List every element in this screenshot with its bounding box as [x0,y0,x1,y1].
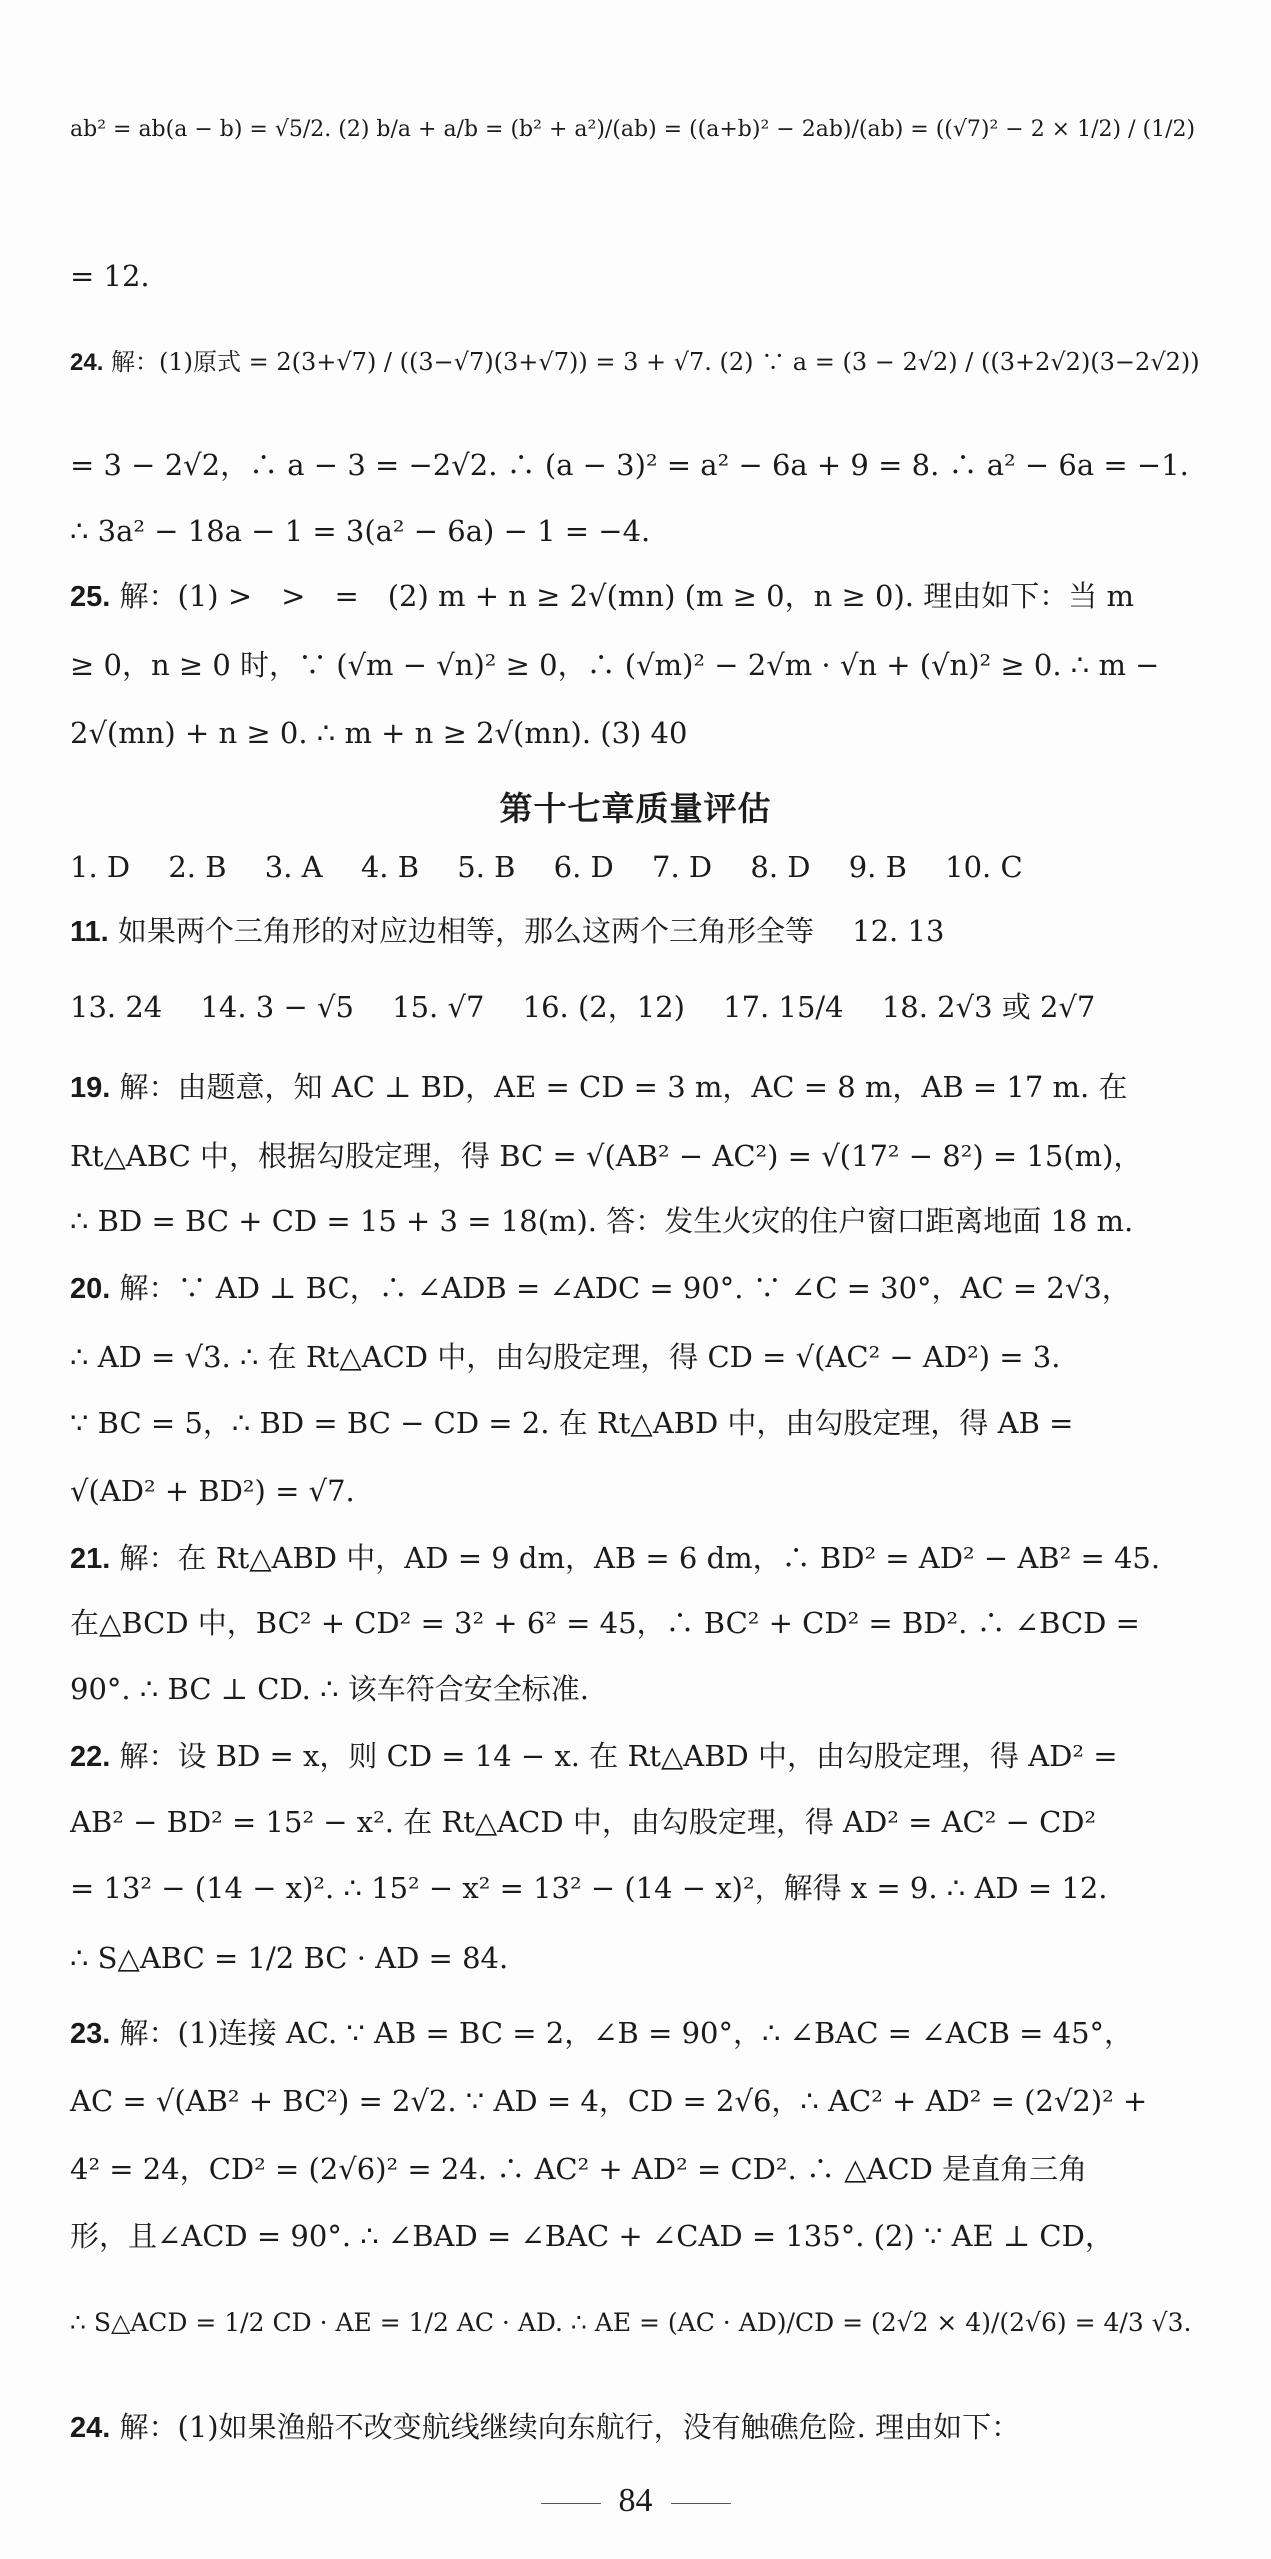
text: 解：(1) > > = (2) m + n ≥ 2√(mn) (m ≥ 0，n ≥ 0). 理由如下：当 m [110,579,1134,613]
problem-number: 23. [70,2018,111,2050]
fill-answers: 13. 24 14. 3 − √5 15. √7 16. (2，12) 17. 15/4 18. 2√3 或 2√7 [70,990,1096,1024]
text-line: = 12. [70,259,150,293]
page-footer [0,2482,1271,2520]
section-heading: 第十七章质量评估 [499,789,772,828]
problem-25-line [70,576,1231,617]
text-line: 在△BCD 中，BC² + CD² = 3² + 6² = 45，∴ BC² + CD² = BD². ∴ ∠BCD = [70,1606,1140,1640]
text: 解：由题意，知 AC ⊥ BD，AE = CD = 3 m，AC = 8 m，AB = 17 m. 在 [110,1070,1128,1104]
problem-number: 24. [70,349,104,376]
text-line: ∴ S△ABC = 1/2 BC · AD = 84. [70,1941,509,1975]
problem-number: 22. [70,1741,111,1773]
problem-number: 25. [70,581,111,613]
text-line: ≥ 0，n ≥ 0 时，∵ (√m − √n)² ≥ 0，∴ (√m)² − 2√m · √n + (√n)² ≥ 0. ∴ m − [70,648,1160,682]
text-line: ∵ BC = 5，∴ BD = BC − CD = 2. 在 Rt△ABD 中，由勾股定理，得 AB = [70,1406,1074,1440]
text-line: 形，且∠ACD = 90°. ∴ ∠BAD = ∠BAC + ∠CAD = 135°. (2) ∵ AE ⊥ CD， [70,2219,1114,2253]
text-line: Rt△ABC 中，根据勾股定理，得 BC = √(AB² − AC²) = √(17² − 8²) = 15(m)， [70,1139,1143,1173]
text-line: 4² = 24，CD² = (2√6)² = 24. ∴ AC² + AD² = CD². ∴ △ACD 是直角三角 [70,2152,1088,2186]
text-line: √(AD² + BD²) = √7. [70,1474,355,1508]
text-line: AC = √(AB² + BC²) = 2√2. ∵ AD = 4，CD = 2√6，∴ AC² + AD² = (2√2)² + [70,2084,1148,2118]
text: 解：(1)如果渔船不改变航线继续向东航行，没有触礁危险. 理由如下： [110,2410,1021,2444]
text: 如果两个三角形的对应边相等，那么这两个三角形全等 12. 13 [108,914,945,948]
problem-number: 24. [70,2412,111,2444]
problem-23-line [70,2013,1231,2054]
page-number: 84 [618,2482,653,2519]
footer-dash-left [541,2503,601,2504]
footer-dash-right [671,2503,731,2504]
text-line: ∴ 3a² − 18a − 1 = 3(a² − 6a) − 1 = −4. [70,514,651,548]
problem-number: 20. [70,1273,111,1305]
text-line: ∴ BD = BC + CD = 15 + 3 = 18(m). 答：发生火灾的住户窗口距离地面 18 m. [70,1204,1134,1238]
problem-number: 21. [70,1543,111,1575]
problem-number: 11. [70,916,109,948]
choice-answers: 1. D 2. B 3. A 4. B 5. B 6. D 7. D 8. D 9. B 10. C [70,850,1023,884]
problem-24b-line [70,2407,1231,2448]
text-line: = 3 − 2√2，∴ a − 3 = −2√2. ∴ (a − 3)² = a² − 6a + 9 = 8. ∴ a² − 6a = −1. [70,448,1189,482]
text-line: ab² = ab(a − b) = √5/2. (2) b/a + a/b = (b² + a²)/(ab) = ((a+b)² − 2ab)/(ab) = ((√7)² − 2 × 1/2) / (1/2) [70,117,1196,142]
problem-22-line [70,1736,1231,1777]
problem-11-line [70,911,1231,952]
text-line: 2√(mn) + n ≥ 0. ∴ m + n ≥ 2√(mn). (3) 40 [70,716,688,750]
problem-19-line [70,1067,1231,1108]
text: 解：(1)连接 AC. ∵ AB = BC = 2，∠B = 90°，∴ ∠BAC = ∠ACB = 45°， [110,2016,1134,2050]
text-line: ∴ AD = √3. ∴ 在 Rt△ACD 中，由勾股定理，得 CD = √(AC² − AD²) = 3. [70,1340,1061,1374]
text: 解：(1)原式 = 2(3+√7) / ((3−√7)(3+√7)) = 3 + √7. (2) ∵ a = (3 − 2√2) / ((3+2√2)(3−2√2)) [103,348,1200,376]
problem-number: 19. [70,1072,111,1104]
text-line: = 13² − (14 − x)². ∴ 15² − x² = 13² − (14 − x)²，解得 x = 9. ∴ AD = 12. [70,1871,1108,1905]
text-line: 90°. ∴ BC ⊥ CD. ∴ 该车符合安全标准. [70,1672,589,1706]
text-line: ∴ S△ACD = 1/2 CD · AE = 1/2 AC · AD. ∴ AE = (AC · AD)/CD = (2√2 × 4)/(2√6) = 4/3 √3. [70,2308,1192,2337]
problem-24-line [70,342,1231,383]
problem-20-line [70,1268,1231,1309]
text: 解：∵ AD ⊥ BC，∴ ∠ADB = ∠ADC = 90°. ∵ ∠C = 30°，AC = 2√3， [110,1271,1131,1305]
text-line: AB² − BD² = 15² − x². 在 Rt△ACD 中，由勾股定理，得 AD² = AC² − CD² [70,1805,1097,1839]
problem-21-line [70,1538,1231,1579]
text: 解：在 Rt△ABD 中，AD = 9 dm，AB = 6 dm，∴ BD² = AD² − AB² = 45. [110,1541,1161,1575]
text: 解：设 BD = x，则 CD = 14 − x. 在 Rt△ABD 中，由勾股定理，得 AD² = [110,1739,1118,1773]
